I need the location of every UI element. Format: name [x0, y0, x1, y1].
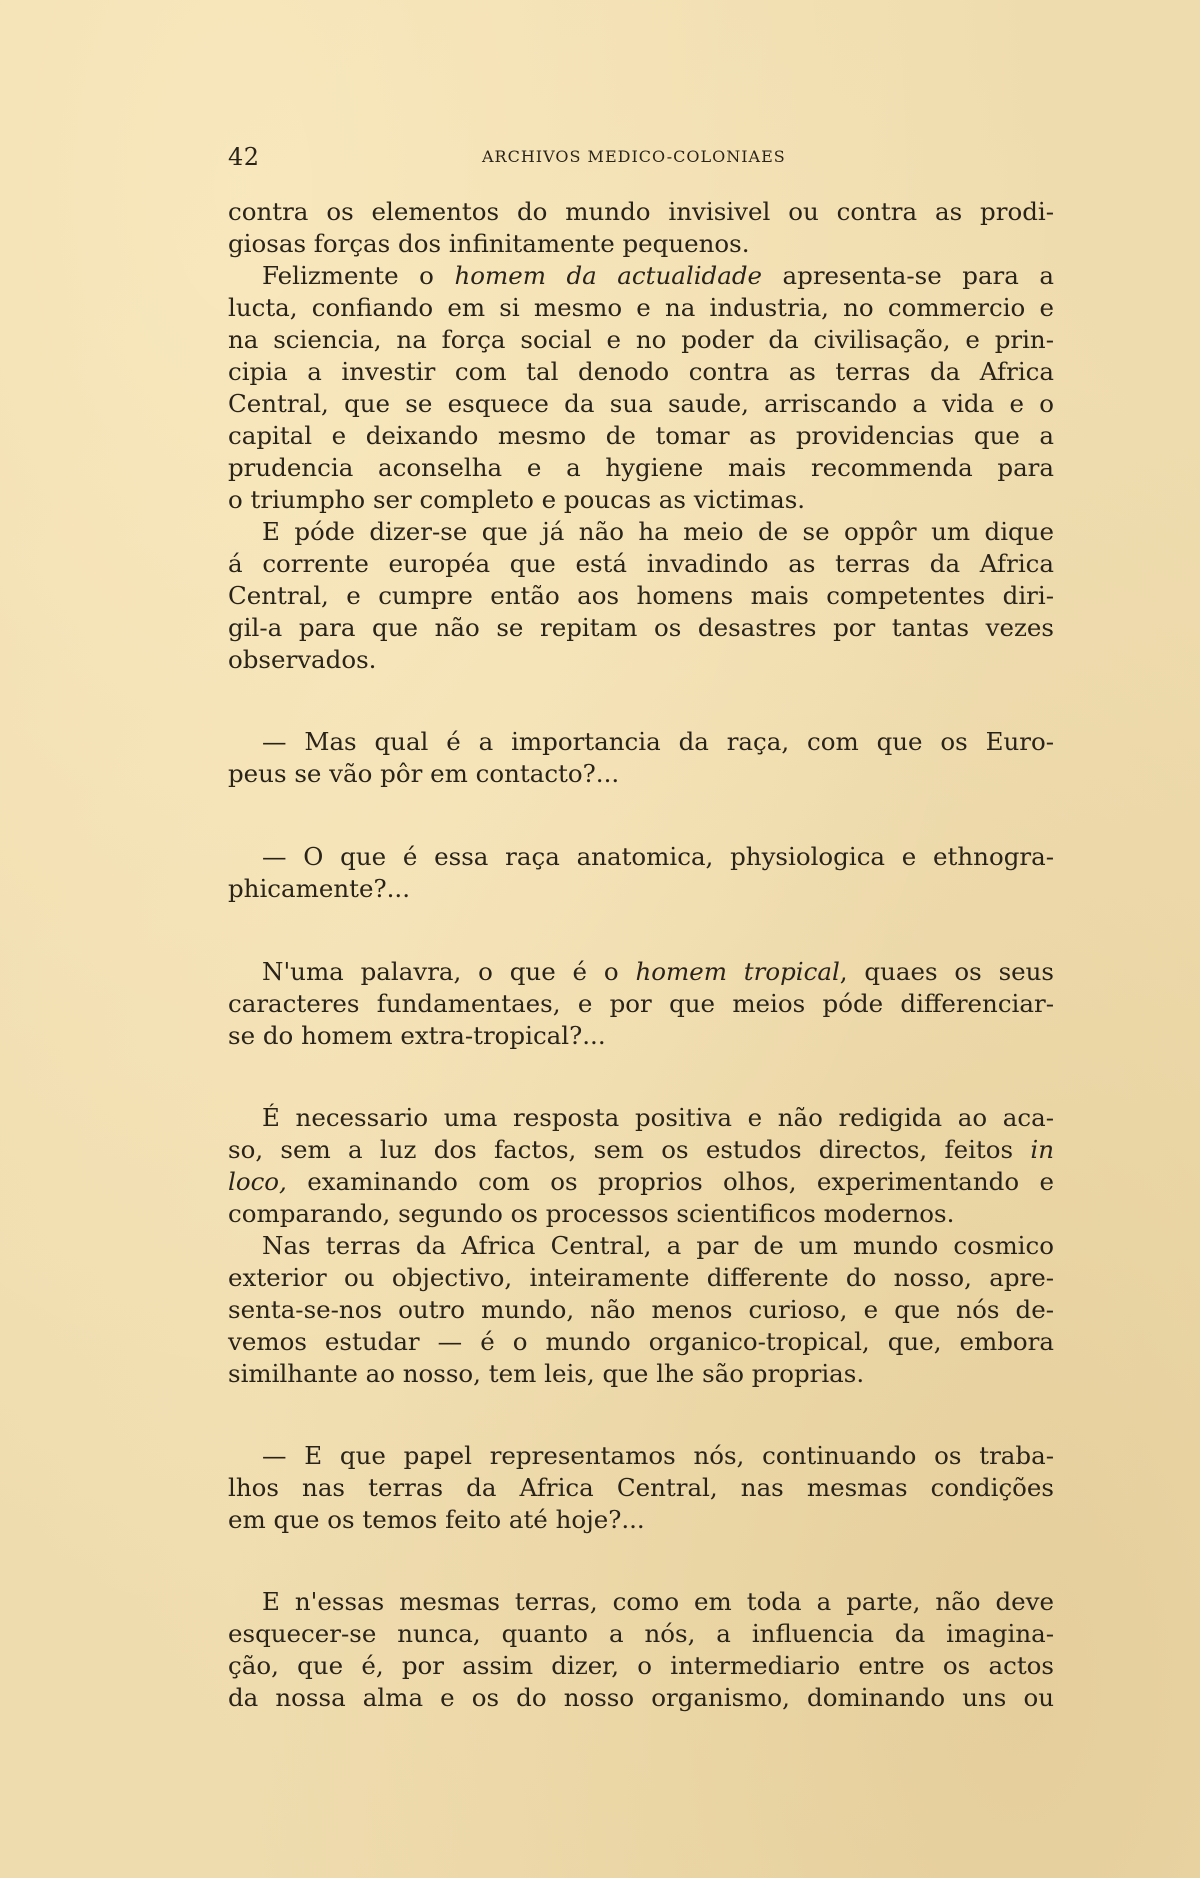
line-text: lucta, confiando em si mesmo e na industria, no commercio e: [228, 293, 1054, 322]
line-text: caracteres fundamentaes, e por que meios póde differenciar-: [228, 989, 1054, 1018]
text-line: [228, 1134, 1054, 1166]
text-line: [262, 1586, 1054, 1618]
text-line: [228, 228, 1054, 260]
line-text: phicamente?...: [228, 874, 410, 903]
line-text: cipia a investir com tal denodo contra as terras da Africa: [228, 357, 1054, 386]
text-line: [228, 873, 1054, 905]
italic-phrase: in: [1030, 1135, 1054, 1164]
line-text: o triumpho ser completo e poucas as victimas.: [228, 485, 806, 514]
line-text: E n'essas mesmas terras, como em toda a parte, não deve: [262, 1587, 1054, 1616]
line-text: contra os elementos do mundo invisivel ou contra as prodi-: [228, 197, 1054, 226]
line-text: examinando com os proprios olhos, experimentando e: [286, 1167, 1054, 1196]
line-text: comparando, segundo os processos scientificos modernos.: [228, 1199, 955, 1228]
line-text: giosas forças dos infinitamente pequenos.: [228, 229, 750, 258]
text-line: [228, 1650, 1054, 1682]
line-text: — O que é essa raça anatomica, physiologica e ethnogra-: [262, 842, 1054, 871]
text-line: [228, 988, 1054, 1020]
line-text: similhante ao nosso, tem leis, que lhe são proprias.: [228, 1359, 865, 1388]
text-line: [228, 1262, 1054, 1294]
text-line: [262, 1102, 1054, 1134]
text-line: [228, 1326, 1054, 1358]
text-line: [228, 1198, 1054, 1230]
line-text: ção, que é, por assim dizer, o intermediario entre os actos: [228, 1651, 1054, 1680]
line-text: na sciencia, na força social e no poder da civilisação, e prin-: [228, 325, 1054, 354]
line-text: Nas terras da Africa Central, a par de um mundo cosmico: [262, 1231, 1054, 1260]
line-text: observados.: [228, 645, 377, 674]
text-line: [228, 1020, 1054, 1052]
text-line: [228, 644, 1054, 676]
text-line: [262, 260, 1054, 292]
text-line: [262, 1230, 1054, 1262]
line-text: , quaes os seus: [839, 957, 1054, 986]
line-text: á corrente européa que está invadindo as terras da Africa: [228, 549, 1054, 578]
line-text: Central, e cumpre então aos homens mais competentes diri-: [228, 581, 1054, 610]
text-line: [262, 841, 1054, 873]
text-line: [228, 324, 1054, 356]
line-text: exterior ou objectivo, inteiramente differente do nosso, apre-: [228, 1263, 1054, 1292]
line-text: Felizmente o: [262, 261, 455, 290]
line-text: lhos nas terras da Africa Central, nas mesmas condições: [228, 1473, 1054, 1502]
line-text: — E que papel representamos nós, continuando os traba-: [262, 1441, 1054, 1470]
text-line: [262, 726, 1054, 758]
line-text: esquecer-se nunca, quanto a nós, a influencia da imagina-: [228, 1619, 1054, 1648]
text-line: [228, 292, 1054, 324]
running-title: ARCHIVOS MEDICO-COLONIAES: [482, 147, 786, 166]
text-line: [228, 580, 1054, 612]
line-text: vemos estudar — é o mundo organico-tropical, que, embora: [228, 1327, 1054, 1356]
line-text: apresenta-se para a: [762, 261, 1055, 290]
italic-phrase: loco,: [228, 1167, 287, 1196]
line-text: so, sem a luz dos factos, sem os estudos directos, feitos: [228, 1135, 1031, 1164]
text-line: [228, 1682, 1054, 1714]
line-text: prudencia aconselha e a hygiene mais recommenda para: [228, 453, 1054, 482]
text-line: [228, 452, 1054, 484]
text-line: [228, 758, 1054, 790]
text-line: [228, 196, 1054, 228]
line-text: da nossa alma e os do nosso organismo, dominando uns ou: [228, 1683, 1054, 1712]
line-text: peus se vão pôr em contacto?...: [228, 759, 620, 788]
line-text: Central, que se esquece da sua saude, arriscando a vida e o: [228, 389, 1054, 418]
line-text: senta-se-nos outro mundo, não menos curioso, e que nós de-: [228, 1295, 1054, 1324]
page-number: 42: [228, 143, 260, 171]
text-line: [228, 1472, 1054, 1504]
line-text: capital e deixando mesmo de tomar as providencias que a: [228, 421, 1054, 450]
text-line: [228, 1504, 1054, 1536]
line-text: E póde dizer-se que já não ha meio de se oppôr um dique: [262, 517, 1054, 546]
text-line: [228, 1358, 1054, 1390]
text-line: [228, 356, 1054, 388]
line-text: se do homem extra-tropical?...: [228, 1021, 606, 1050]
running-head: [228, 143, 854, 173]
text-line: [228, 1294, 1054, 1326]
text-line: [262, 956, 1054, 988]
line-text: É necessario uma resposta positiva e não redigida ao aca-: [262, 1103, 1054, 1132]
italic-phrase: homem da actualidade: [454, 261, 763, 290]
text-line: [262, 1440, 1054, 1472]
line-text: N'uma palavra, o que é o: [262, 957, 636, 986]
italic-phrase: homem tropical: [635, 957, 840, 986]
text-line: [228, 612, 1054, 644]
line-text: gil-a para que não se repitam os desastres por tantas vezes: [228, 613, 1054, 642]
text-line: [228, 388, 1054, 420]
text-line: [228, 548, 1054, 580]
text-line: [228, 1618, 1054, 1650]
text-line: [228, 484, 1054, 516]
text-line: [262, 516, 1054, 548]
text-line: [228, 1166, 1054, 1198]
line-text: — Mas qual é a importancia da raça, com que os Euro-: [262, 727, 1054, 756]
text-line: [228, 420, 1054, 452]
line-text: em que os temos feito até hoje?...: [228, 1505, 645, 1534]
